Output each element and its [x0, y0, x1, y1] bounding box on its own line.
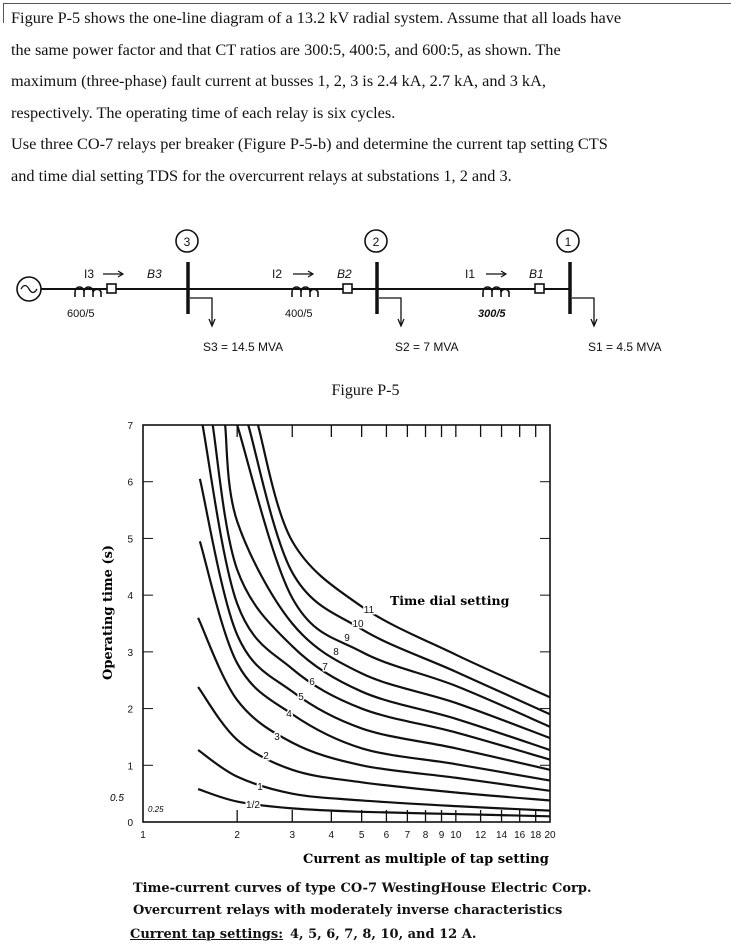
tds-curve-label: 3 [274, 732, 280, 743]
bus-1-number: 1 [564, 235, 572, 249]
breaker-1-label: B1 [529, 267, 544, 281]
tds-curve-11 [258, 425, 550, 697]
tds-curve-label: 2 [263, 751, 269, 762]
problem-line: Figure P-5 shows the one-line diagram of a 13.2 kV radial system. Assume that all loads have [11, 8, 622, 27]
tds-curve-label: 4 [286, 709, 292, 720]
bus-2-number: 2 [372, 235, 380, 249]
bus-3-number: 3 [183, 235, 191, 249]
x-tick-label: 6 [383, 830, 390, 841]
x-tick-label: 4 [328, 830, 335, 841]
figure-caption: Figure P-5 [331, 382, 400, 399]
tds-curve-label: 10 [352, 619, 364, 630]
problem-line: and time dial setting TDS for the overcurrent relays at substations 1, 2 and 3. [11, 165, 512, 185]
y-tick-label: 2 [127, 704, 133, 716]
x-tick-label: 7 [404, 830, 411, 841]
chart-caption-line-1: Time-current curves of type CO-7 WestingHouse Electric Corp. [133, 881, 592, 896]
breaker-3-label: B3 [147, 267, 162, 281]
tds-curve-label: 5 [298, 692, 304, 703]
y-axis-label: Operating time (s) [101, 544, 116, 680]
load-2-arrow-icon [379, 298, 404, 326]
tds-curve-label: 6 [309, 677, 315, 688]
tap-settings-value: 4, 5, 6, 7, 8, 10, and 12 A. [290, 927, 477, 942]
problem-line: the same power factor and that CT ratios are 300:5, 400:5, and 600:5, as shown. The [11, 39, 561, 59]
current-3-arrow-icon [103, 271, 123, 277]
annotation-0-5: 0.5 [110, 793, 124, 804]
x-tick-label: 8 [422, 830, 429, 841]
ct-3-ratio: 600/5 [67, 308, 95, 320]
y-tick-label: 6 [127, 477, 133, 489]
tds-curve-7 [213, 425, 550, 750]
current-1-arrow-icon [486, 271, 506, 277]
tds-curve-label: 9 [344, 633, 350, 644]
load-2-label: S2 = 7 MVA [395, 340, 459, 354]
x-axis-label: Current as multiple of tap setting [303, 852, 549, 867]
y-tick-label: 1 [127, 761, 133, 773]
breaker-3-icon [107, 284, 116, 293]
y-tick-label: 7 [127, 421, 133, 432]
tap-settings-label: Current tap settings: [130, 927, 283, 942]
ct-1-ratio: 300/5 [478, 308, 506, 320]
y-tick-label: 5 [127, 534, 133, 546]
tds-curve-label: 11 [363, 605, 375, 616]
current-1-label: I1 [465, 267, 476, 281]
x-tick-label: 2 [234, 830, 240, 841]
problem-line: maximum (three-phase) fault current at busses 1, 2, 3 is 2.4 kA, 2.7 kA, and 3 kA, [11, 71, 546, 90]
x-tick-label: 20 [544, 830, 556, 841]
x-tick-label: 16 [514, 830, 526, 841]
chart-caption-line-2: Overcurrent relays with moderately inverse characteristics [133, 903, 563, 918]
y-tick-label: 4 [127, 591, 133, 603]
x-tick-label: 10 [450, 830, 462, 841]
current-2-label: I2 [272, 267, 283, 281]
load-3-arrow-icon [190, 298, 215, 326]
tds-curve-label: 1/2 [246, 800, 260, 811]
problem-line: Use three CO-7 relays per breaker (Figure P-5-b) and determine the current tap setting CTS [11, 134, 608, 153]
page-frame-left [3, 3, 4, 23]
x-tick-label: 5 [358, 830, 365, 841]
tds-curve-label: 8 [333, 647, 339, 658]
y-tick-label: 0 [127, 818, 133, 829]
chart-title: Time dial setting [390, 593, 510, 608]
tds-curve-5 [200, 479, 550, 770]
x-tick-label: 1 [140, 830, 146, 841]
breaker-2-icon [343, 284, 352, 293]
problem-line: respectively. The operating time of each relay is six cycles. [11, 102, 396, 122]
y-tick-label: 3 [127, 647, 133, 659]
x-tick-label: 12 [475, 830, 487, 841]
load-3-label: S3 = 14.5 MVA [203, 340, 284, 354]
ct-2-ratio: 400/5 [285, 308, 313, 320]
problem-statement [11, 2, 726, 191]
breaker-2-label: B2 [337, 267, 352, 281]
time-current-chart [0, 400, 731, 870]
load-1-arrow-icon [572, 298, 597, 326]
x-tick-label: 9 [438, 830, 445, 841]
current-2-arrow-icon [293, 271, 313, 277]
tds-curve-label: 1 [257, 782, 263, 793]
current-3-label: I3 [84, 267, 95, 281]
annotation-0-25: 0.25 [148, 805, 164, 814]
x-tick-label: 14 [495, 830, 508, 841]
tds-curve-9 [237, 425, 550, 727]
load-1-label: S1 = 4.5 MVA [588, 340, 662, 354]
x-tick-label: 18 [530, 830, 542, 841]
breaker-1-icon [535, 284, 544, 293]
one-line-diagram [0, 225, 731, 365]
tds-curve-label: 7 [322, 662, 328, 673]
x-tick-label: 3 [289, 830, 296, 841]
